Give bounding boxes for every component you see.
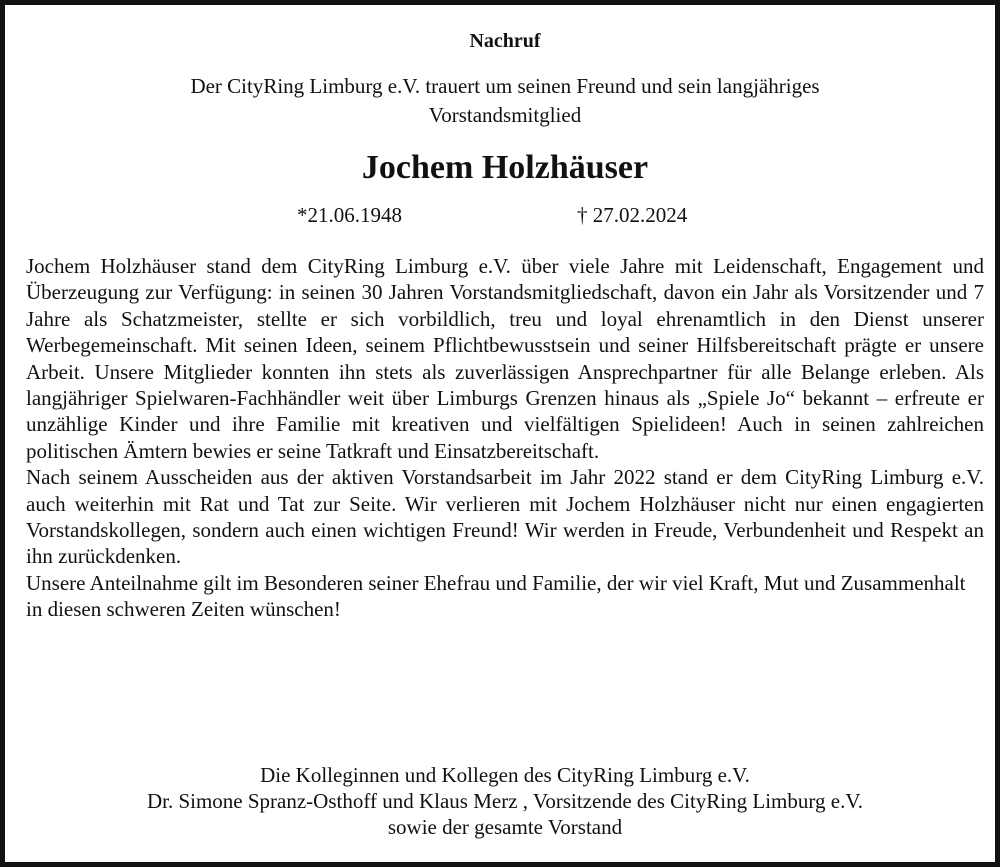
body-paragraph: Jochem Holzhäuser stand dem CityRing Limburg e.V. über viele Jahre mit Leidenschaft, Engagement und Überzeugung zur Verfügung: in seinen 30 Jahren Vorstandsmitgliedschaft, davon ein Jahr als Vorsitzender und 7 Jahre als Schatzmeister, stellte er sich vorbildlich, treu und loyal ehrenamtlich in den Dienst unserer Werbegemeinschaft. Mit seinen Ideen, seinem Pflichtbewusstsein und seiner Hilfsbereitschaft prägte er unsere Arbeit. Unsere Mitglieder konnten ihn stets als zuverlässigen Ansprechpartner für alle Belange erleben. Als langjähriger Spielwaren-Fachhändler weit über Limburgs Grenzen hinaus als „Spiele Jo“ bekannt – erfreute er unzählige Kinder und ihre Familie mit kreativen und vielfältigen Spielideen! Auch in seinen zahlreichen politischen Ämtern bewies er seine Tatkraft und Einsatzbereitschaft. bbox=[26, 254, 984, 463]
death-date: † 27.02.2024 bbox=[577, 203, 688, 227]
deceased-name: Jochem Holzhäuser bbox=[361, 149, 649, 186]
birth-date: *21.06.1948 bbox=[297, 203, 402, 227]
intro-line-2: Vorstandsmitglied bbox=[428, 103, 582, 127]
signature-line: Dr. Simone Spranz-Osthoff und Klaus Merz , Vorsitzende des CityRing Limburg e.V. bbox=[146, 789, 864, 813]
body-paragraph: Nach seinem Ausscheiden aus der aktiven Vorstandsarbeit im Jahr 2022 stand er dem CityRing Limburg e.V. auch weiterhin mit Rat und Tat zur Seite. Wir verlieren mit Jochem Holzhäuser nicht nur einen engagierten Vorstandskollegen, sondern auch einen wichtigen Freund! Wir werden in Freude, Verbundenheit und Respekt an ihn zurückdenken. bbox=[26, 465, 984, 569]
signature-line: sowie der gesamte Vorstand bbox=[387, 815, 623, 839]
signature-line: Die Kolleginnen und Kollegen des CityRing Limburg e.V. bbox=[260, 763, 750, 787]
intro-line-1: Der CityRing Limburg e.V. trauert um seinen Freund und sein langjähriges bbox=[190, 74, 820, 98]
signature-block bbox=[5, 762, 1000, 840]
intro-text bbox=[5, 72, 1000, 130]
obituary-heading: Nachruf bbox=[469, 30, 541, 52]
obituary-body bbox=[26, 253, 984, 623]
body-paragraph: Unsere Anteilnahme gilt im Besonderen seiner Ehefrau und Familie, der wir viel Kraft, Mut und Zusammenhalt in diesen schweren Zeiten wünschen! bbox=[26, 570, 966, 622]
